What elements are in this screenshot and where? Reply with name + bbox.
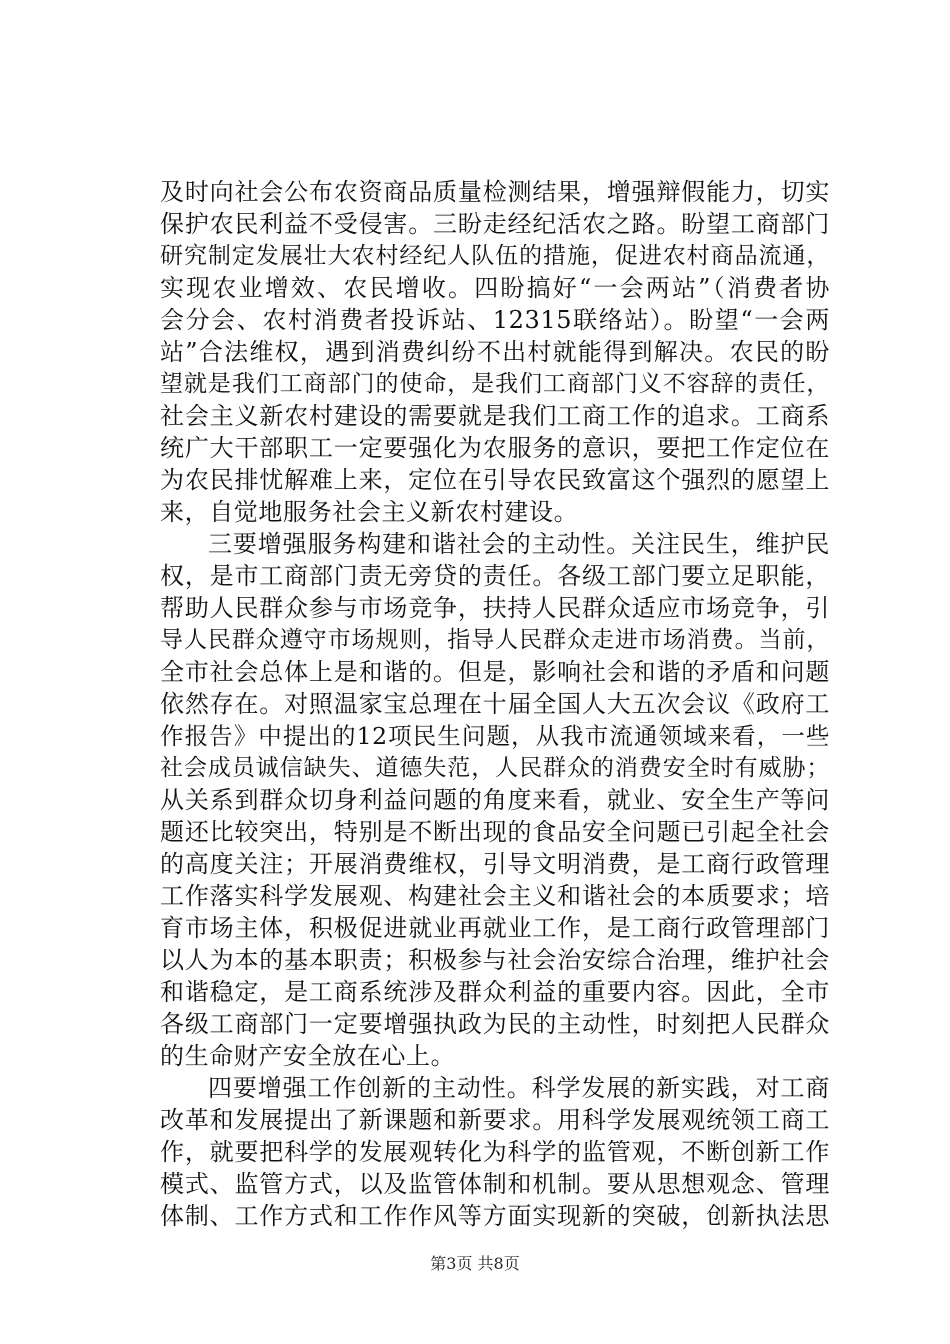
text-line: 模式、监管方式，以及监管体制和机制。要从思想观念、管理 xyxy=(160,1170,830,1198)
text-line: 工作落实科学发展观、构建社会主义和谐社会的本质要求；培 xyxy=(160,882,830,910)
text-line: 望就是我们工商部门的使命，是我们工商部门义不容辞的责任， xyxy=(160,371,830,397)
text-line: 作报告》中提出的12项民生问题，从我市流通领域来看，一些 xyxy=(160,722,830,750)
text-line: 研究制定发展壮大农村经纪人队伍的措施，促进农村商品流通， xyxy=(160,243,830,269)
text-line: 的生命财产安全放在心上。 xyxy=(160,1042,456,1070)
text-line: 育市场主体，积极促进就业再就业工作，是工商行政管理部门 xyxy=(160,914,830,942)
document-body xyxy=(160,176,830,1232)
text-line: 站”合法维权，遇到消费纠纷不出村就能得到解决。农民的盼 xyxy=(160,338,830,366)
text-line: 帮助人民群众参与市场竞争，扶持人民群众适应市场竞争，引 xyxy=(160,594,830,622)
text-line: 导人民群众遵守市场规则，指导人民群众走进市场消费。当前， xyxy=(160,627,830,653)
text-line: 体制、工作方式和工作作风等方面实现新的突破，创新执法思 xyxy=(160,1202,830,1230)
text-line: 来，自觉地服务社会主义新农村建设。 xyxy=(160,498,579,526)
text-line: 全市社会总体上是和谐的。但是，影响社会和谐的矛盾和问题 xyxy=(160,658,830,686)
text-line: 改革和发展提出了新课题和新要求。用科学发展观统领工商工 xyxy=(160,1106,830,1134)
page-footer: 第3页 共8页 xyxy=(430,1254,520,1273)
text-line: 题还比较突出，特别是不断出现的食品安全问题已引起全社会 xyxy=(160,818,830,846)
text-line: 作，就要把科学的发展观转化为科学的监管观，不断创新工作 xyxy=(160,1138,830,1166)
text-line: 及时向社会公布农资商品质量检测结果，增强辩假能力，切实 xyxy=(160,178,830,206)
text-line: 和谐稳定，是工商系统涉及群众利益的重要内容。因此，全市 xyxy=(160,978,830,1006)
text-line: 社会主义新农村建设的需要就是我们工商工作的追求。工商系 xyxy=(160,402,830,430)
text-line: 实现农业增效、农民增收。四盼搞好“一会两站”（消费者协 xyxy=(160,274,830,302)
text-line: 四要增强工作创新的主动性。科学发展的新实践，对工商 xyxy=(208,1074,830,1102)
text-line: 以人为本的基本职责；积极参与社会治安综合治理，维护社会 xyxy=(160,946,830,974)
text-line: 会分会、农村消费者投诉站、12315联络站）。盼望“一会两 xyxy=(160,306,830,334)
text-line: 权，是市工商部门责无旁贷的责任。各级工部门要立足职能， xyxy=(160,562,830,590)
text-line: 依然存在。对照温家宝总理在十届全国人大五次会议《政府工 xyxy=(160,690,830,718)
text-line: 从关系到群众切身利益问题的角度来看，就业、安全生产等问 xyxy=(160,786,830,814)
text-line: 统广大干部职工一定要强化为农服务的意识，要把工作定位在 xyxy=(160,434,830,462)
text-line: 三要增强服务构建和谐社会的主动性。关注民生，维护民 xyxy=(208,530,830,558)
text-line: 的高度关注；开展消费维权，引导文明消费，是工商行政管理 xyxy=(160,850,830,878)
text-line: 各级工商部门一定要增强执政为民的主动性，时刻把人民群众 xyxy=(160,1010,830,1038)
text-line: 为农民排忧解难上来，定位在引导农民致富这个强烈的愿望上 xyxy=(160,466,830,494)
text-line: 保护农民利益不受侵害。三盼走经纪活农之路。盼望工商部门 xyxy=(160,210,830,238)
text-line: 社会成员诚信缺失、道德失范，人民群众的消费安全时有威胁； xyxy=(160,755,830,781)
